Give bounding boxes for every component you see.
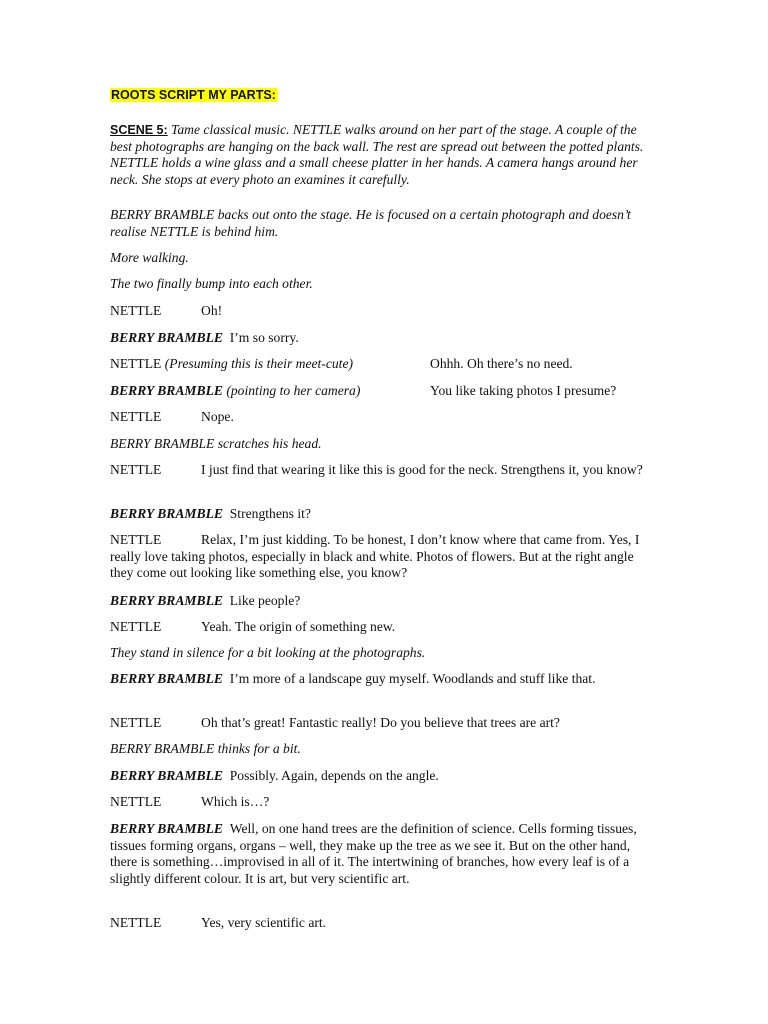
speaker-name: NETTLE xyxy=(110,619,162,634)
dialogue-text: I’m so sorry. xyxy=(229,330,299,345)
speaker-aside: (Presuming this is their meet-cute) xyxy=(164,356,354,371)
dialogue-text: Oh that’s great! Fantastic really! Do you believe that trees are art? xyxy=(201,715,560,730)
speaker-name: BERRY BRAMBLE xyxy=(110,593,223,608)
dialogue-text: Relax, I’m just kidding. To be honest, I don’t know where that came from. Yes, I really love taking photos, especially in black and white. Photos of flowers. But at the right angle they come out looking like something else, you know? xyxy=(110,532,640,580)
speaker-name: BERRY BRAMBLE xyxy=(110,671,223,686)
dialogue-line xyxy=(110,821,650,887)
stage-direction: BERRY BRAMBLE scratches his head. xyxy=(110,436,322,451)
dialogue-line xyxy=(110,532,650,582)
dialogue-line xyxy=(110,794,650,811)
heading-highlight: ROOTS SCRIPT MY PARTS: xyxy=(111,88,276,102)
dialogue-line xyxy=(110,356,650,373)
dialogue-text: Nope. xyxy=(201,409,234,424)
dialogue-text: I just find that wearing it like this is good for the neck. Strengthens it, you know? xyxy=(201,462,643,477)
speaker-name: BERRY BRAMBLE xyxy=(110,383,223,398)
dialogue-text: Oh! xyxy=(201,303,223,318)
dialogue-line xyxy=(110,383,650,400)
stage-direction: They stand in silence for a bit looking at the photographs. xyxy=(110,645,426,660)
dialogue-text: Yeah. The origin of something new. xyxy=(201,619,396,634)
dialogue-line xyxy=(110,619,650,636)
dialogue-text: Like people? xyxy=(229,593,301,608)
dialogue-line xyxy=(110,768,650,785)
speaker-aside: (pointing to her camera) xyxy=(226,383,361,398)
dialogue-text: Ohhh. Oh there’s no need. xyxy=(430,356,573,371)
speaker-name: BERRY BRAMBLE xyxy=(110,506,223,521)
speaker-name: BERRY BRAMBLE xyxy=(110,768,223,783)
speaker-name: NETTLE xyxy=(110,532,162,547)
dialogue-line xyxy=(110,506,650,523)
speaker-name: BERRY BRAMBLE xyxy=(110,821,223,836)
document-heading xyxy=(110,87,650,104)
dialogue-line xyxy=(110,593,650,610)
dialogue-text: Strengthens it? xyxy=(229,506,311,521)
dialogue-text: Possibly. Again, depends on the angle. xyxy=(229,768,439,783)
dialogue-line xyxy=(110,671,650,688)
speaker-name: NETTLE xyxy=(110,409,162,424)
scene-direction-2: BERRY BRAMBLE backs out onto the stage. He is focused on a certain photograph and doesn’t realise NETTLE is behind him. xyxy=(110,207,631,239)
dialogue-line xyxy=(110,330,650,347)
stage-direction: The two finally bump into each other. xyxy=(110,276,313,291)
scene-label: SCENE 5: xyxy=(110,123,168,137)
speaker-name: NETTLE xyxy=(110,356,162,371)
dialogue-text: You like taking photos I presume? xyxy=(430,383,617,398)
scene-direction xyxy=(110,122,650,188)
dialogue-line xyxy=(110,409,650,426)
dialogue-text: I’m more of a landscape guy myself. Woodlands and stuff like that. xyxy=(229,671,596,686)
dialogue-line xyxy=(110,715,650,732)
stage-direction: BERRY BRAMBLE thinks for a bit. xyxy=(110,741,301,756)
speaker-name: NETTLE xyxy=(110,794,162,809)
speaker-name: NETTLE xyxy=(110,462,162,477)
scene-direction-text: Tame classical music. NETTLE walks around on her part of the stage. A couple of the best photographs are hanging on the back wall. The rest are spread out between the potted plants. NETTLE holds a wine glass and a small cheese platter in her hands. A camera hangs around her neck. She stops at every photo an examines it carefully. xyxy=(110,122,644,187)
dialogue-line xyxy=(110,915,650,932)
dialogue-text: Which is…? xyxy=(201,794,270,809)
stage-direction: More walking. xyxy=(110,250,189,265)
dialogue-line xyxy=(110,462,650,479)
dialogue-text: Well, on one hand trees are the definition of science. Cells forming tissues, tissues forming organs, organs – well, they make up the tree as we see it. But on the other hand, there is something…improvised in all of it. The intertwining of branches, how every leaf is of a slightly different colour. It is art, but very scientific art. xyxy=(110,821,637,886)
speaker-name: NETTLE xyxy=(110,915,162,930)
dialogue-line xyxy=(110,303,650,320)
dialogue-text: Yes, very scientific art. xyxy=(201,915,327,930)
speaker-name: BERRY BRAMBLE xyxy=(110,330,223,345)
speaker-name: NETTLE xyxy=(110,715,162,730)
speaker-name: NETTLE xyxy=(110,303,162,318)
